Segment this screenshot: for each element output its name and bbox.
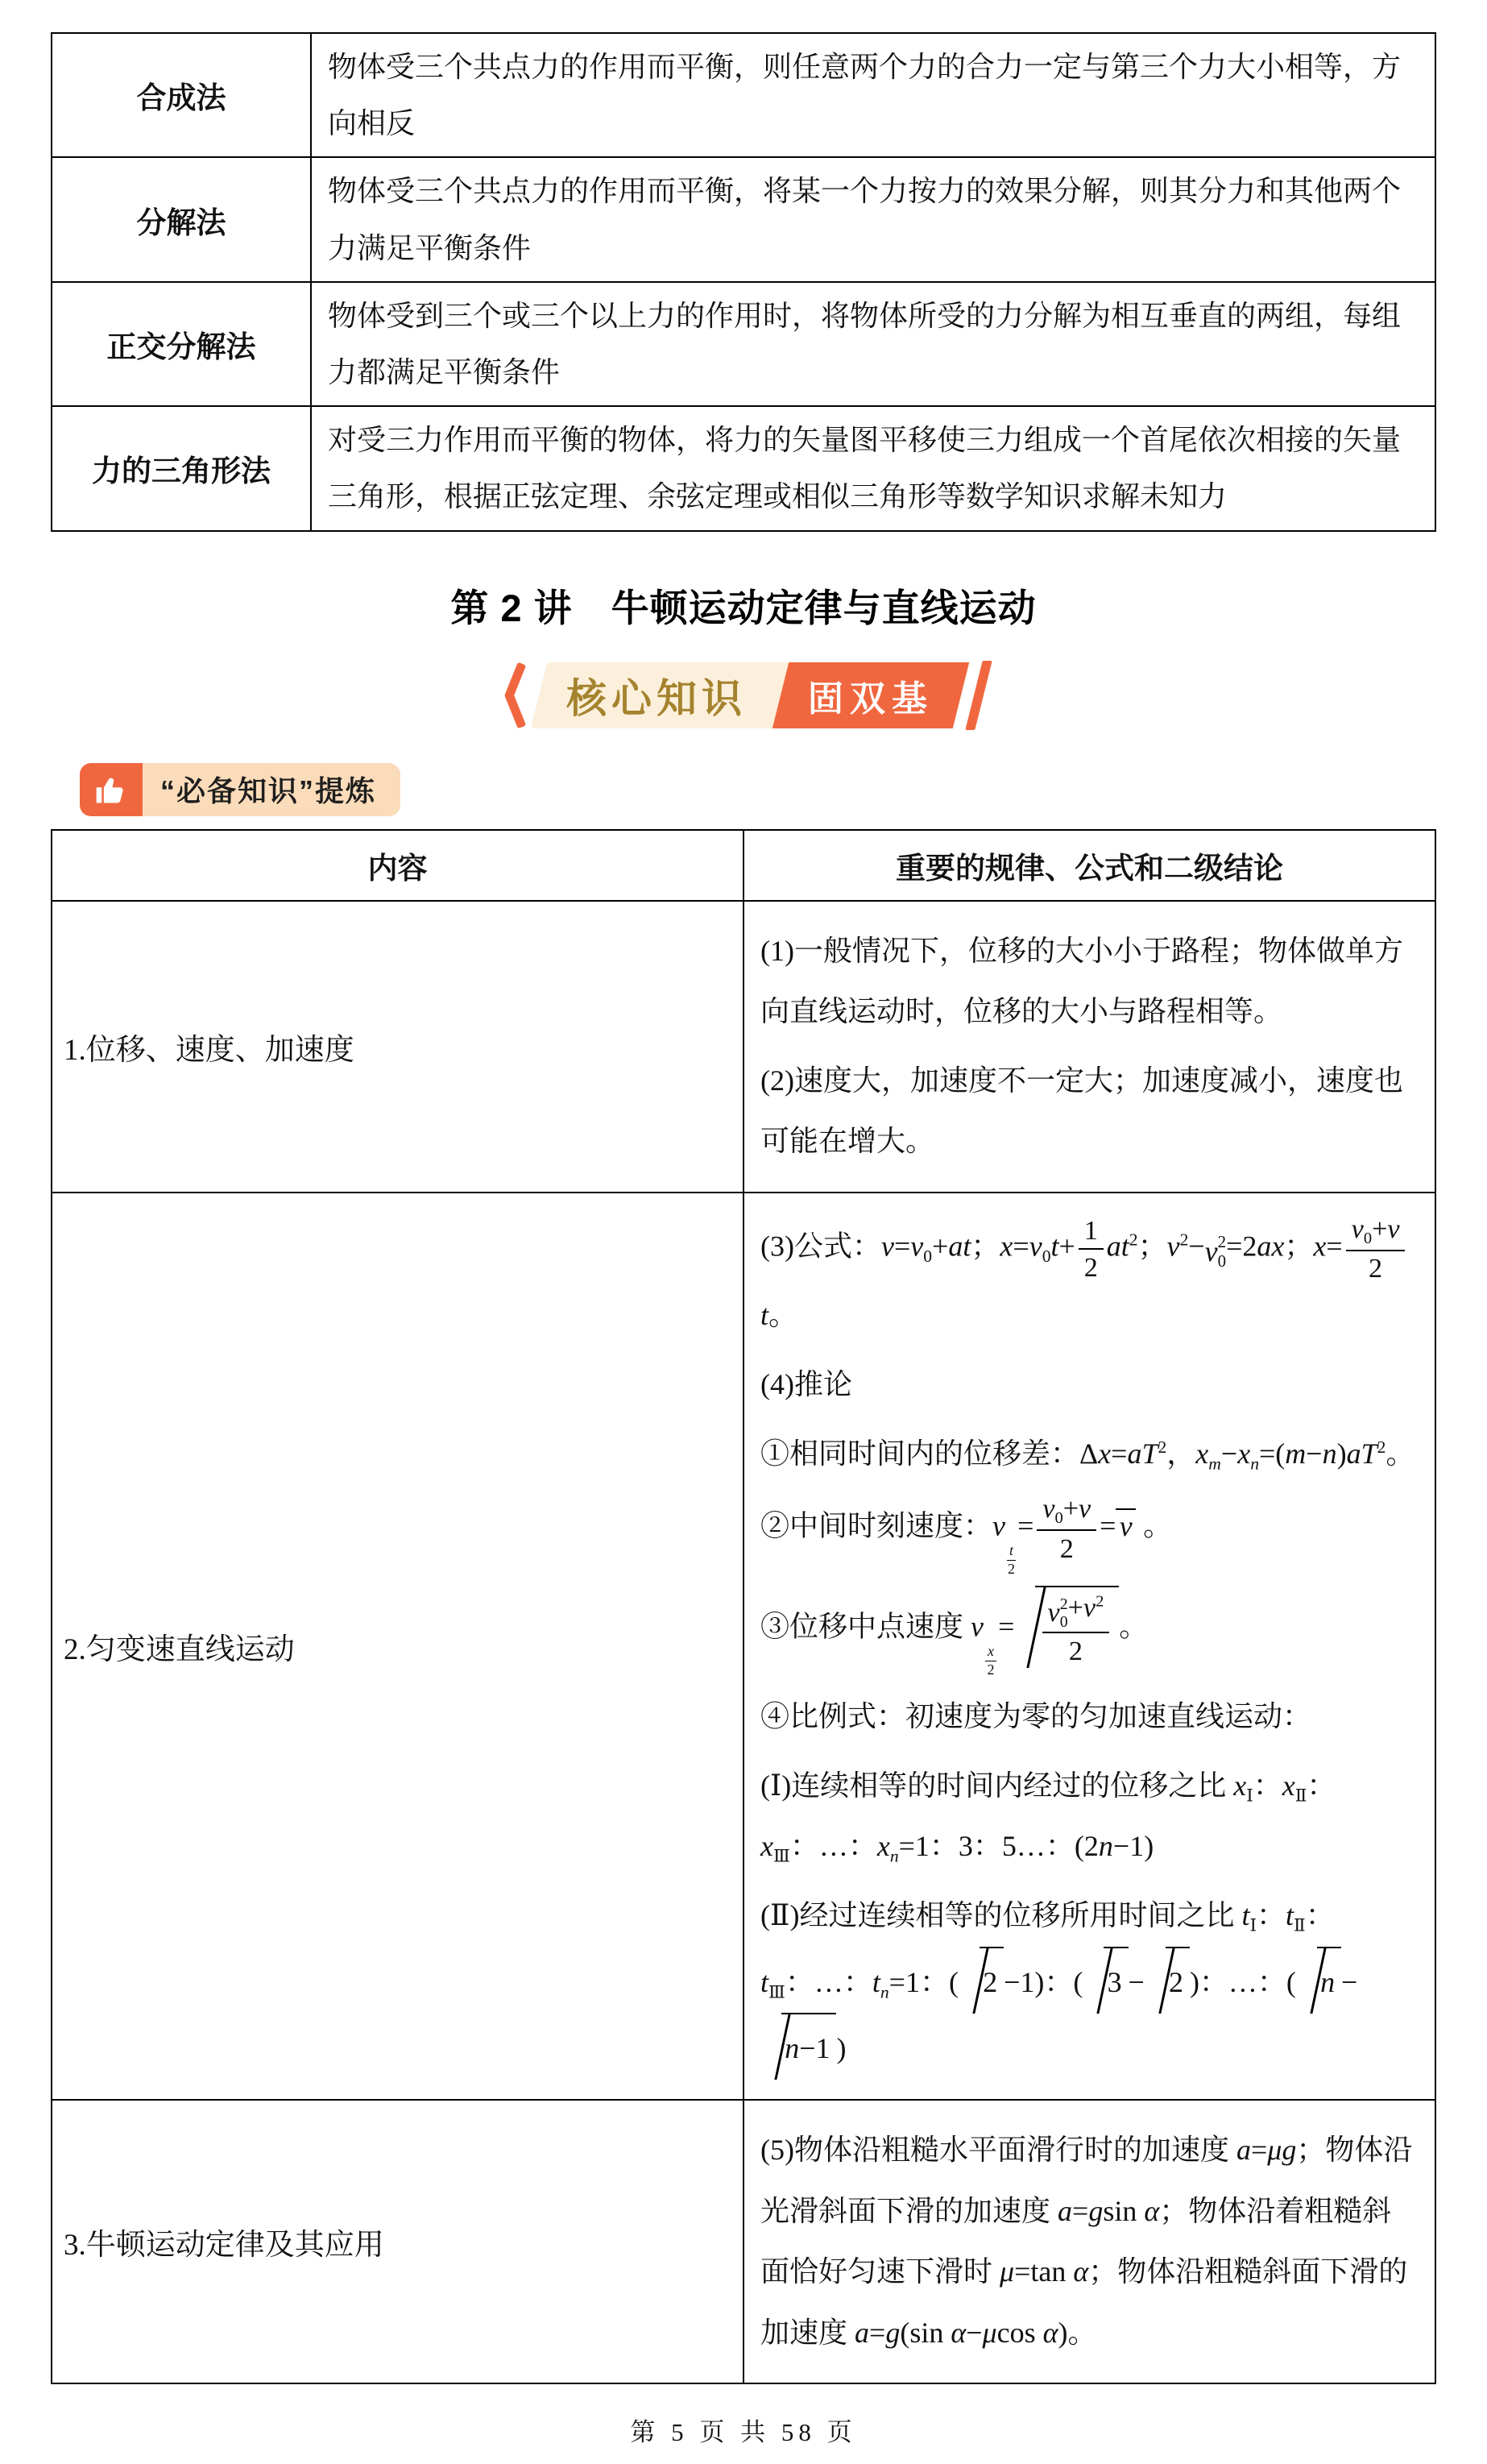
knowledge-badge bbox=[80, 763, 400, 816]
slash-icon bbox=[965, 661, 992, 730]
content-header: 内容 bbox=[52, 830, 744, 901]
topic-cell: 3.牛顿运动定律及其应用 bbox=[52, 2100, 744, 2383]
table-row bbox=[52, 2100, 1435, 2383]
page-title: 第 2 讲 牛顿运动定律与直线运动 bbox=[450, 586, 1037, 629]
method-cell: 正交分解法 bbox=[52, 282, 311, 406]
banner-left-label: 核心知识 bbox=[566, 675, 747, 721]
rules-cell: (5)物体沿粗糙水平面滑行时的加速度 a=μg；物体沿光滑斜面下滑的加速度 a=gsin α；物体沿着粗糙斜面恰好匀速下滑时 μ=tan α；物体沿粗糙斜面下滑的加速度 a=g(sin α−μcos α)。 bbox=[744, 2100, 1435, 2383]
banner-right-segment bbox=[772, 662, 969, 728]
banner-left-segment bbox=[531, 662, 789, 728]
method-cell: 力的三角形法 bbox=[52, 406, 311, 530]
topic-cell: 2.匀变速直线运动 bbox=[52, 1193, 744, 2100]
method-cell: 合成法 bbox=[52, 33, 311, 157]
table-row bbox=[52, 406, 1435, 530]
topic-cell: 1.位移、速度、加速度 bbox=[52, 901, 744, 1193]
rules-cell: (1)一般情况下，位移的大小小于路程；物体做单方向直线运动时，位移的大小与路程相等。 (2)速度大，加速度不一定大；加速度减小，速度也可能在增大。 bbox=[744, 901, 1435, 1193]
banner-body bbox=[531, 662, 969, 728]
table-row bbox=[52, 157, 1435, 281]
page-footer: 第 5 页 共 58 页 bbox=[630, 2418, 857, 2447]
desc-cell: 对受三力作用而平衡的物体，将力的矢量图平移使三力组成一个首尾依次相接的矢量三角形，根据正弦定理、余弦定理或相似三角形等数学知识求解未知力 bbox=[311, 406, 1435, 530]
desc-cell: 物体受到三个或三个以上力的作用时，将物体所受的力分解为相互垂直的两组，每组力都满足平衡条件 bbox=[311, 282, 1435, 406]
knowledge-table bbox=[51, 829, 1436, 2385]
force-balance-table bbox=[51, 32, 1436, 532]
badge-label: “必备知识”提炼 bbox=[143, 763, 400, 816]
banner-right-label: 固双基 bbox=[808, 678, 934, 719]
thumbs-up-icon bbox=[80, 763, 143, 816]
header-row bbox=[52, 830, 1435, 901]
table-row bbox=[52, 1193, 1435, 2100]
core-knowledge-banner bbox=[51, 657, 1436, 734]
desc-cell: 物体受三个共点力的作用而平衡，将某一个力按力的效果分解，则其分力和其他两个力满足平衡条件 bbox=[311, 157, 1435, 281]
rules-cell: (3)公式：$v=v_0+at$；$x=v_0t+$ $\frac{1}{2}$ $at^2$；$v^2-$ v 2 0 =2ax；x= $\frac{v_0+v}{2}$ t。 (4)推论 ①相同时间内的位移差：$\Delta x=aT^2$，$x_m-x_n=(m-n)aT^2$。 ②中间时刻速度：v $\frac{t}{2}$ = $\frac{v_0+v}{2}$ = v 。 ③位移中点速度 v $\frac{x}{2}$ = v 2 0 $+v^2$ 2 。 ④比例式：初速度为零的匀加速直线运动： (Ⅰ)连续相等的时间内经过的位移之比 $x_Ⅰ$：$x_Ⅱ$：$x_Ⅲ$：…：$x_n=1$：3：5…：(2n−1) (Ⅱ)经过连续相等的位移所用时间之比 $t_Ⅰ$：$t_Ⅱ$：$t_Ⅲ$：…：$t_n=1$：( 2 −1)：( 3 − 2 )：…：( n −n−1 ) bbox=[744, 1193, 1435, 2100]
table-row bbox=[52, 901, 1435, 1193]
method-cell: 分解法 bbox=[52, 157, 311, 281]
desc-cell: 物体受三个共点力的作用而平衡，则任意两个力的合力一定与第三个力大小相等，方向相反 bbox=[311, 33, 1435, 157]
table-row bbox=[52, 282, 1435, 406]
angle-bracket-icon bbox=[503, 662, 528, 728]
table-row bbox=[52, 33, 1435, 157]
rules-header: 重要的规律、公式和二级结论 bbox=[744, 830, 1435, 901]
